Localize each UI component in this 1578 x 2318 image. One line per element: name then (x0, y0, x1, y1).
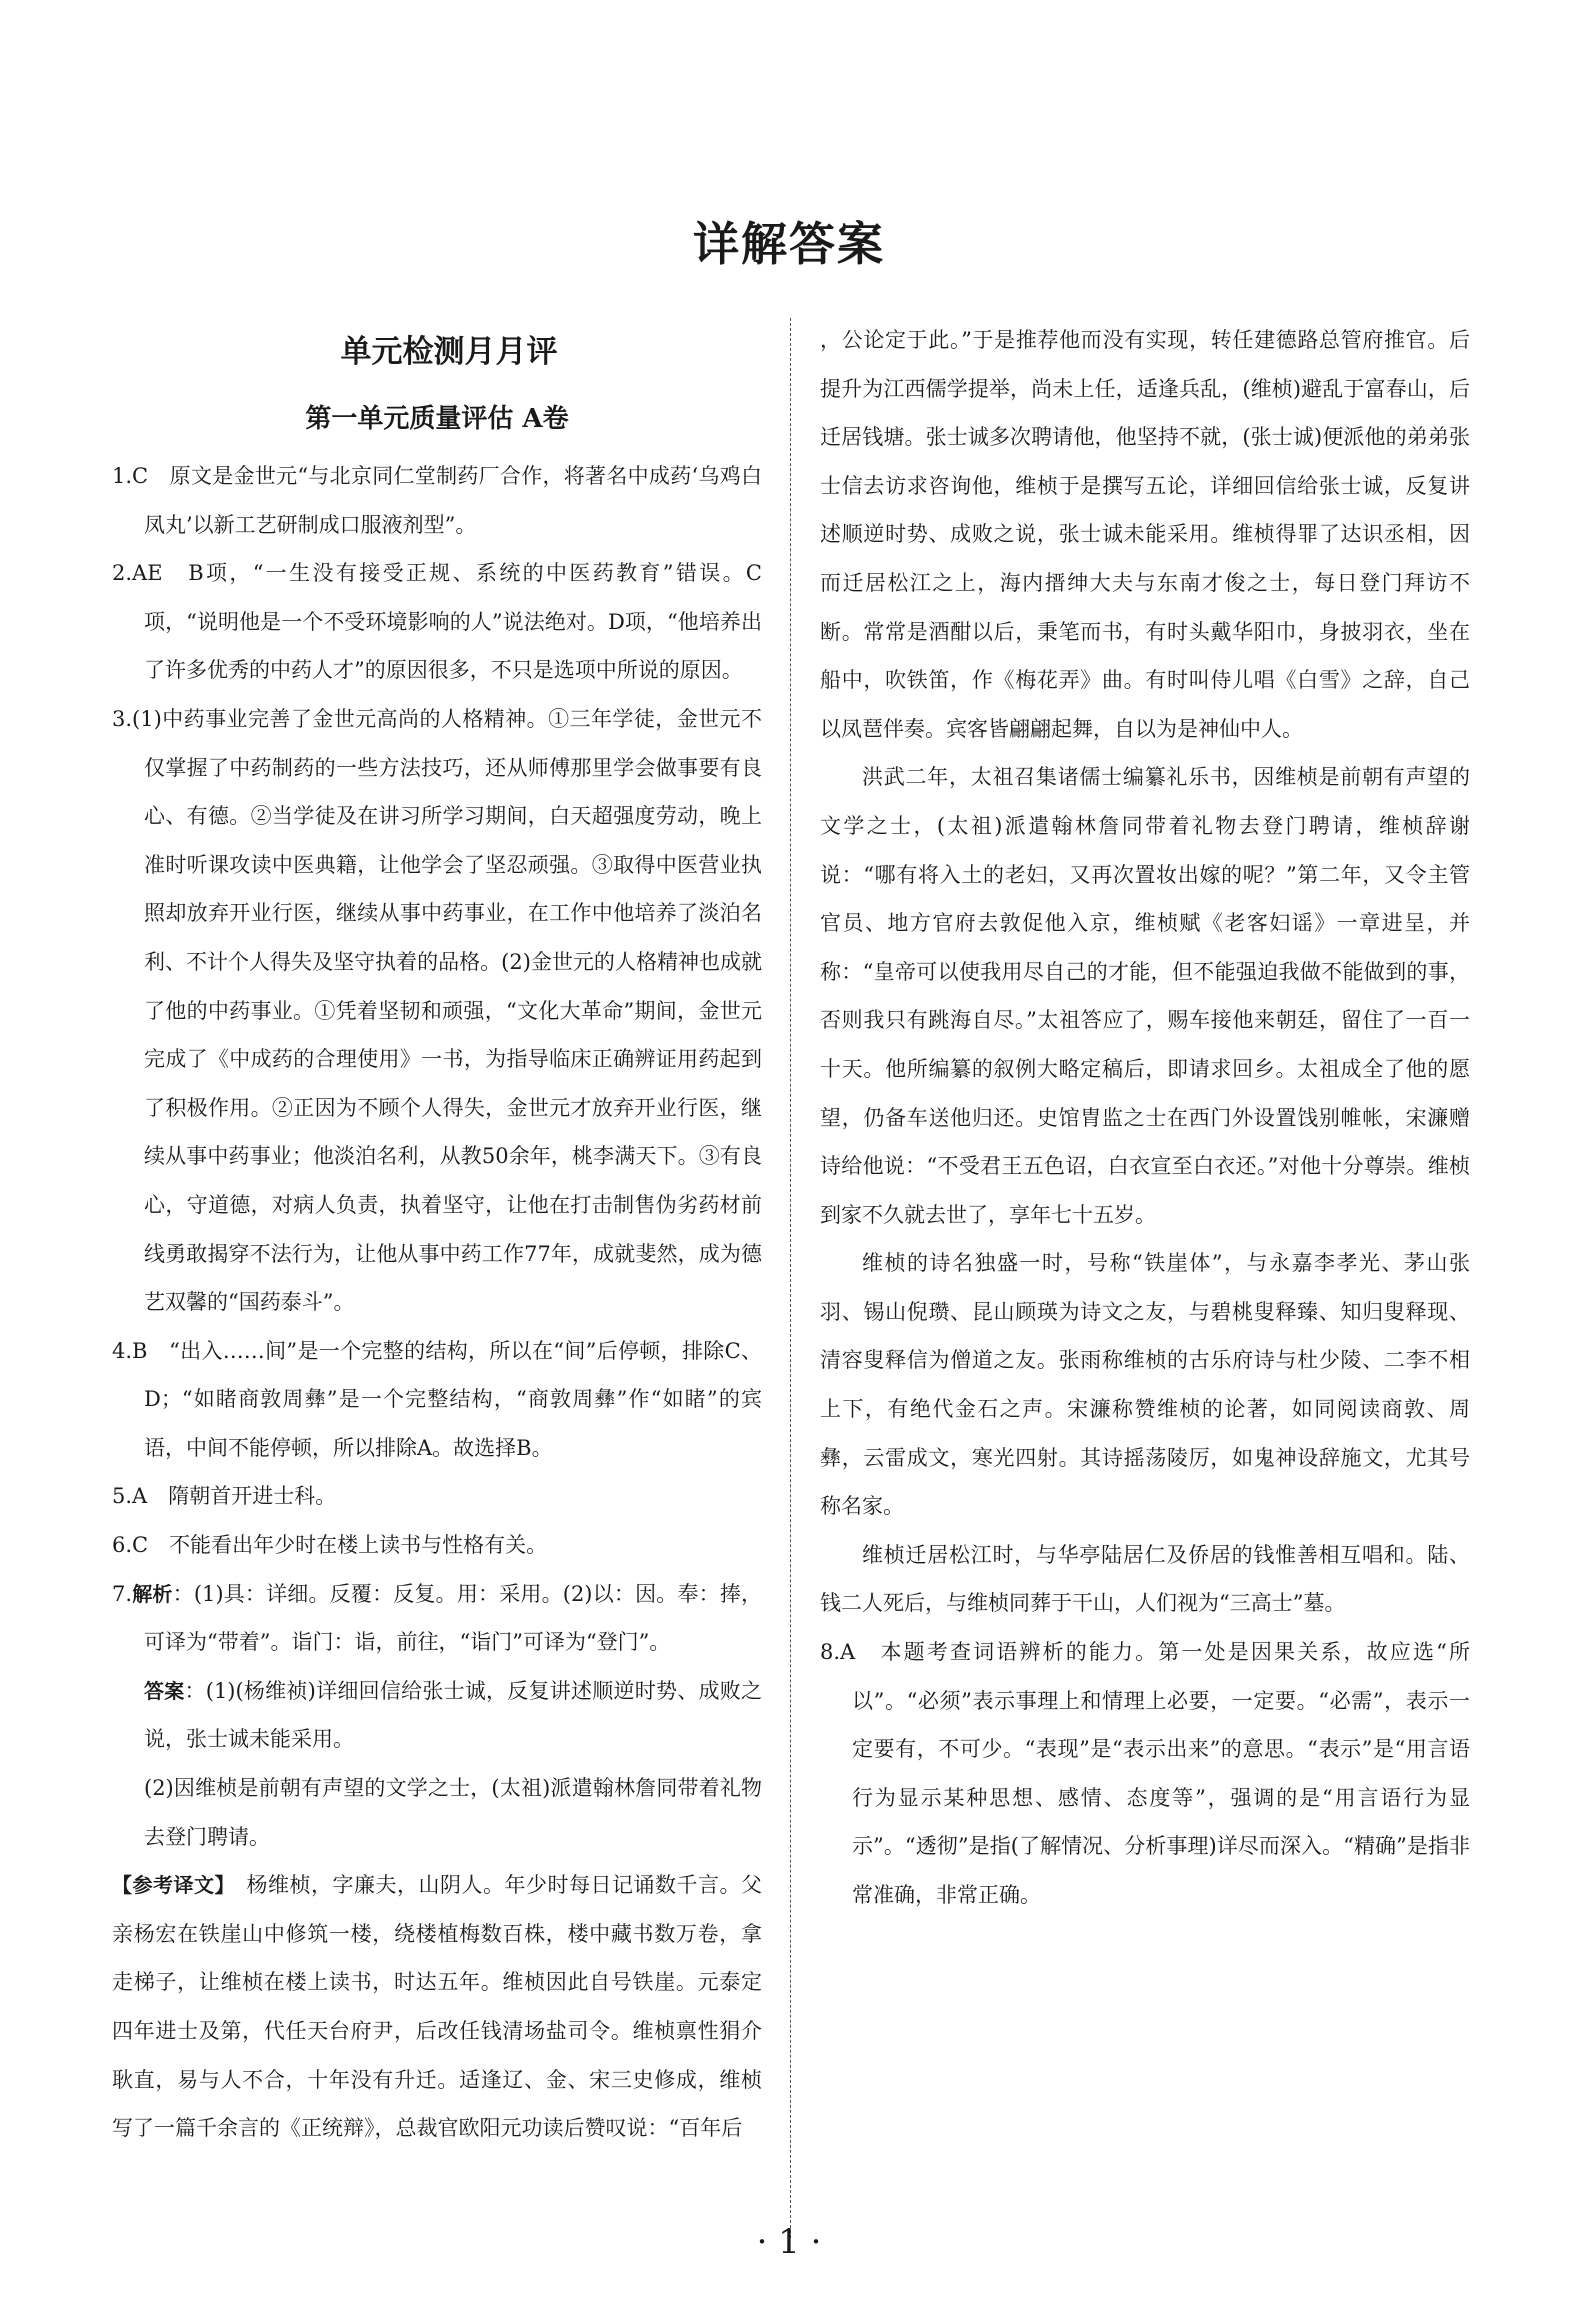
answer-7-key (112, 1667, 762, 1764)
reference-paragraph-4: 维桢迁居松江时，与华亭陆居仁及侨居的钱惟善相互唱和。陆、钱二人死后，与维桢同葬于干山，人们视为“三高士”墓。 (820, 1542, 1470, 1616)
answer-7-analysis (112, 1570, 762, 1667)
reference-paragraph-1: 杨维桢，字廉夫，山阴人。年少时每日记诵数千言。父亲杨宏在铁崖山中修筑一楼，绕楼植梅数百株，楼中藏书数万卷，拿走梯子，让维桢在楼上读书，时达五年。维桢因此自号铁崖。元泰定四年进士及第，代任天台府尹，后改任钱清场盐司令。维桢禀性狷介耿直，易与人不合，十年没有升迁。适逢辽、金、宋三史修成，维桢写了一篇千余言的《正统辩》，总裁官欧阳元功读后赞叹说：“百年后 (112, 1873, 762, 2141)
answer-7-number: 7. (112, 1581, 133, 1606)
answer-7-key-text: ：(1)(杨维祯)详细回信给张士诚，反复讲述顺逆时势、成败之说，张士诚未能采用。 (144, 1678, 762, 1752)
answer-3: 3.(1)中药事业完善了金世元高尚的人格精神。①三年学徒，金世元不仅掌握了中药制药的一些方法技巧，还从师傅那里学会做事要有良心、有德。②当学徒及在讲习所学习期间，白天超强度劳动，晚上准时听课攻读中医典籍，让他学会了坚忍顽强。③取得中医营业执照却放弃开业行医，继续从事中药事业，在工作中他培养了淡泊名利、不计个人得失及坚守执着的品格。(2)金世元的人格精神也成就了他的中药事业。①凭着坚韧和顽强，“文化大革命”期间，金世元完成了《中成药的合理使用》一书，为指导临床正确辨证用药起到了积极作用。②正因为不顾个人得失，金世元才放弃开业行医，继续从事中药事业；他淡泊名利，从教50余年，桃李满天下。③有良心，守道德，对病人负责，执着坚守，让他在打击制售伪劣药材前线勇敢揭穿不法行为，让他从事中药工作77年，成就斐然，成为德艺双馨的“国药泰斗”。 (112, 706, 762, 1315)
left-column (112, 318, 762, 2153)
page-number: · 1 · (756, 2222, 822, 2262)
right-column (820, 316, 1470, 1920)
page-title: 详解答案 (693, 217, 885, 271)
answer-8: 8.A 本题考查词语辨析的能力。第一处是因果关系，故应选“所以”。“必须”表示事理上和情理上必要，一定要。“必需”，表示一定要有，不可少。“表现”是“表示出来”的意思。“表示”是“用言语行为显示某种思想、感情、态度等”，强调的是“用言语行为显示”。“透彻”是指(了解情况、分析事理)详尽而深入。“精确”是指非常准确，非常正确。 (820, 1640, 1470, 1907)
answer-5: 5.A 隋朝首开进士科。 (112, 1484, 337, 1509)
analysis-label: 解析 (132, 1581, 173, 1606)
answer-1: 1.C 原文是金世元“与北京同仁堂制药厂合作，将著名中成药‘乌鸡白凤丸’以新工艺研制成口服液剂型”。 (112, 464, 762, 537)
reference-label: 【参考译文】 (112, 1873, 225, 1898)
reference-paragraph-1-continued: ，公论定于此。”于是推荐他而没有实现，转任建德路总管府推官。后提升为江西儒学提举，尚未上任，适逢兵乱，(维桢)避乱于富春山，后迁居钱塘。张士诚多次聘请他，他坚持不就，(张士诚)便派他的弟弟张士信去访求咨询他，维桢于是撰写五论，详细回信给张士诚，反复讲述顺逆时势、成败之说，张士诚未能采用。维桢得罪了达识丞相，因而迁居松江之上，海内搢绅大夫与东南才俊之士，每日登门拜访不断。常常是酒酣以后，秉笔而书，有时头戴华阳巾，身披羽衣，坐在船中，吹铁笛，作《梅花弄》曲。有时叫侍儿唱《白雪》之辞，自己以凤琶伴奏。宾客皆翩翩起舞，自以为是神仙中人。 (820, 328, 1470, 741)
answer-7-key-2: (2)因维桢是前朝有声望的文学之士，(太祖)派遣翰林詹同带着礼物去登门聘请。 (144, 1776, 762, 1849)
answer-label: 答案 (144, 1678, 185, 1703)
analysis-text: ：(1)具：详细。反覆：反复。用：采用。(2)以：因。奉：捧，可译为“带着”。诣门：诣，前往，“诣门”可译为“登门”。 (144, 1581, 763, 1655)
reference-paragraph-3: 维桢的诗名独盛一时，号称“铁崖体”，与永嘉李孝光、茅山张羽、锡山倪瓒、昆山顾瑛为诗文之友，与碧桃叟释臻、知归叟释现、清容叟释信为僧道之友。张雨称维桢的古乐府诗与杜少陵、二李不相上下，有绝代金石之声。宋濂称赞维桢的论著，如同阅读商敦、周彝，云雷成文，寒光四射。其诗摇荡陵厉，如鬼神设辞施文，尤其号称名家。 (820, 1251, 1470, 1519)
answer-2: 2.AE B项，“一生没有接受正规、系统的中医药教育”错误。C项，“说明他是一个不受环境影响的人”说法绝对。D项，“他培养出了许多优秀的中药人才”的原因很多，不只是选项中所说的原因。 (112, 561, 762, 683)
column-divider (790, 318, 791, 2238)
sub-title: 第一单元质量评估 A卷 (305, 404, 569, 434)
section-title: 单元检测月月评 (340, 334, 558, 370)
reference-paragraph-2: 洪武二年，太祖召集诸儒士编纂礼乐书，因维桢是前朝有声望的文学之士，(太祖)派遣翰林詹同带着礼物去登门聘请，维桢辞谢说：“哪有将入土的老妇，又再次置妆出嫁的呢？”第二年，又令主管官员、地方官府去敦促他入京，维桢赋《老客妇谣》一章进呈，并称：“皇帝可以使我用尽自己的才能，但不能强迫我做不能做到的事，否则我只有跳海自尽。”太祖答应了，赐车接他来朝廷，留住了一百一十天。他所编纂的叙例大略定稿后，即请求回乡。太祖成全了他的愿望，仍备车送他归还。史馆胄监之士在西门外设置饯别帷帐，宋濂赠诗给他说：“不受君王五色诏，白衣宣至白衣还。”对他十分尊崇。维桢到家不久就去世了，享年七十五岁。 (820, 765, 1470, 1227)
answer-6: 6.C 不能看出年少时在楼上读书与性格有关。 (112, 1533, 548, 1558)
reference-translation (112, 1861, 762, 2153)
answer-4: 4.B “出入……间”是一个完整的结构，所以在“间”后停顿，排除C、D；“如睹商敦周彝”是一个完整结构，“商敦周彝”作“如睹”的宾语，中间不能停顿，所以排除A。故选择B。 (112, 1338, 762, 1460)
